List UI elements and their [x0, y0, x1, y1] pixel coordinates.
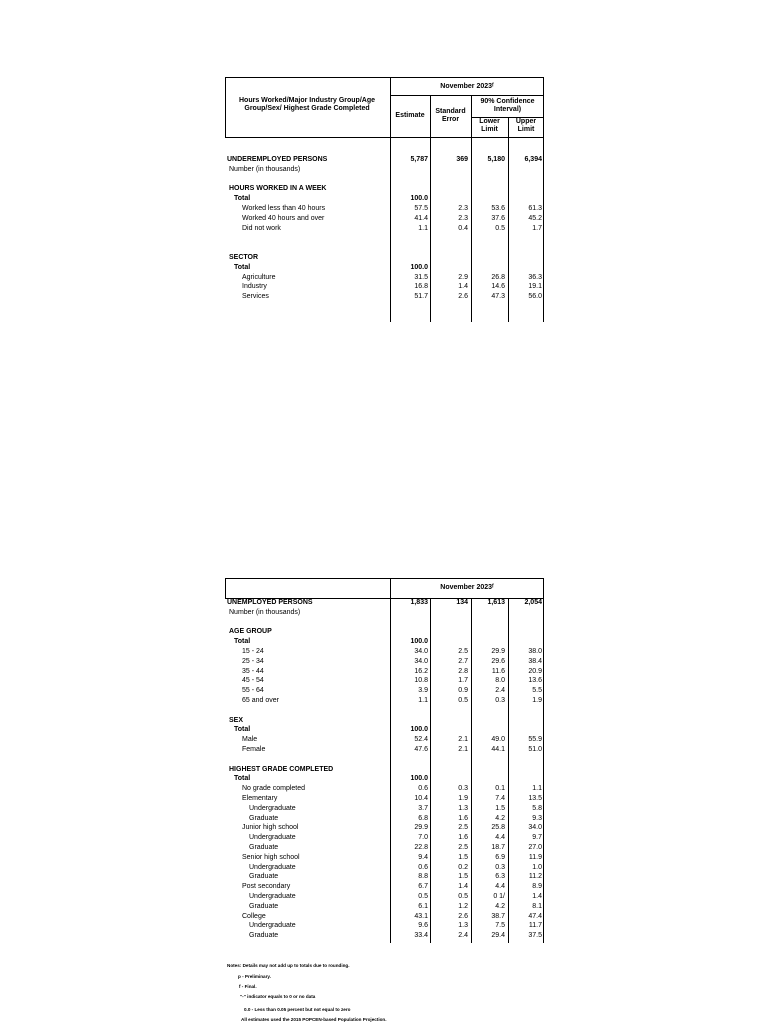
std-error-cell: 1.7 [458, 677, 468, 685]
upper-limit-cell: 38.4 [528, 657, 542, 665]
upper-limit-cell: 56.0 [528, 293, 542, 301]
lower-limit-cell: 53.6 [491, 205, 505, 212]
upper-limit-cell: 1.7 [532, 224, 542, 232]
table-row [225, 882, 544, 892]
std-error-cell: 2.3 [458, 205, 468, 212]
upper-limit-cell: 55.9 [528, 736, 542, 744]
estimate-cell: 51.7 [414, 293, 428, 301]
upper-limit-cell: 9.3 [532, 814, 542, 822]
lower-limit-cell: 6.9 [495, 853, 505, 861]
upper-limit-cell: 5.5 [532, 687, 542, 695]
std-error-cell: 1.4 [458, 283, 468, 291]
upper-limit-cell: 20.9 [528, 667, 542, 675]
upper-limit-cell: 9.7 [532, 834, 542, 842]
row-label: Male [242, 736, 258, 744]
estimate-cell: 100.0 [410, 726, 428, 734]
table-row [225, 774, 544, 784]
table-border [225, 578, 226, 598]
std-error-cell: 1.2 [458, 902, 468, 910]
unemployment-table [225, 578, 544, 943]
note-popcen: All estimates used the 2015 POPCEN-based Population Projection. [241, 1017, 387, 1022]
table-border [225, 77, 226, 137]
lower-limit-cell: 0.1 [495, 785, 505, 793]
lower-limit-cell: 0.5 [495, 224, 505, 232]
table-row [225, 872, 544, 882]
row-label: Total [234, 195, 251, 203]
row-label: 55 - 64 [242, 687, 264, 695]
table-row [225, 912, 544, 922]
table-row [225, 224, 544, 234]
row-label: Female [242, 746, 266, 753]
lower-limit-cell: 5,180 [487, 156, 505, 163]
upper-limit-cell: 19.1 [528, 283, 542, 291]
std-error-cell: 369 [456, 156, 468, 163]
std-error-cell: 2.9 [458, 273, 468, 281]
estimate-cell: 3.9 [418, 687, 428, 695]
table-row [225, 814, 544, 824]
std-error-cell: 2.7 [458, 657, 468, 665]
table-row [225, 175, 544, 185]
estimate-cell: 6.8 [418, 814, 428, 822]
estimate-cell: 22.8 [414, 844, 428, 851]
row-label: No grade completed [242, 785, 306, 793]
table-row [225, 292, 544, 302]
estimate-cell: 16.8 [414, 283, 428, 291]
lower-limit-cell: 1,613 [487, 599, 505, 606]
lower-limit-cell: 49.0 [491, 736, 505, 744]
row-label: Undergraduate [249, 922, 296, 930]
header-bottom-border [225, 137, 544, 138]
std-error-cell: 1.9 [458, 795, 468, 802]
row-label: Total [234, 638, 251, 646]
header-divider [390, 95, 544, 96]
row-label: Total [234, 726, 251, 734]
period-header: November 2023ᶠ [440, 83, 494, 90]
table-top-border [225, 578, 544, 579]
estimate-cell: 52.4 [414, 736, 428, 744]
table-row [225, 282, 544, 292]
estimate-cell: 34.0 [414, 657, 428, 665]
lower-limit-cell: 29.9 [491, 648, 505, 655]
row-label: Number (in thousands) [229, 608, 301, 616]
row-label: Undergraduate [249, 893, 296, 900]
upper-limit-cell: 11.9 [528, 853, 542, 861]
std-error-cell: 2.6 [458, 293, 468, 301]
estimate-cell: 31.5 [414, 273, 428, 281]
upper-limit-cell: 45.2 [528, 214, 542, 222]
table-row [225, 273, 544, 283]
lower-limit-cell: 7.5 [495, 922, 505, 930]
table-row [225, 194, 544, 204]
std-error-cell: 2.5 [458, 844, 468, 851]
table-row [225, 263, 544, 273]
upper-limit-cell: 38.0 [528, 648, 542, 655]
table-row [225, 214, 544, 224]
lower-limit-cell: 4.4 [495, 834, 505, 842]
lower-limit-cell: 4.2 [495, 814, 505, 822]
table-row [225, 863, 544, 873]
upper-limit-cell: 1.1 [532, 785, 542, 793]
upper-limit-cell: 34.0 [528, 824, 542, 832]
table-row [225, 155, 544, 165]
upper-limit-cell: 11.7 [528, 922, 542, 930]
row-label: UNDEREMPLOYED PERSONS [227, 156, 328, 163]
upper-limit-cell: 37.5 [528, 932, 542, 940]
note-dash: "-" indicator equals to 0 or no data [240, 994, 316, 999]
upper-limit-cell: 1.9 [532, 697, 542, 704]
lower-limit-header: Lower Limit [479, 118, 500, 133]
table-row [225, 784, 544, 794]
upper-limit-cell: 6,394 [524, 156, 542, 163]
estimate-cell: 29.9 [414, 824, 428, 832]
note-preliminary: p - Preliminary. [238, 974, 271, 979]
row-label: Undergraduate [249, 834, 296, 842]
row-label: Agriculture [242, 273, 276, 281]
table-row [225, 204, 544, 214]
row-label: SECTOR [229, 254, 259, 261]
std-error-cell: 2.5 [458, 648, 468, 655]
table-row [225, 716, 544, 726]
lower-limit-cell: 1.5 [495, 804, 505, 812]
table-row [225, 843, 544, 853]
estimate-cell: 100.0 [410, 263, 428, 271]
lower-limit-cell: 0.3 [495, 697, 505, 704]
estimate-cell: 47.6 [414, 746, 428, 753]
estimate-cell: 6.1 [418, 902, 428, 910]
row-label: HIGHEST GRADE COMPLETED [229, 765, 334, 773]
std-error-header: Standard Error [435, 108, 466, 123]
table-row [225, 233, 544, 243]
row-label: Total [234, 263, 251, 271]
table-row [225, 794, 544, 804]
lower-limit-cell: 14.6 [491, 283, 505, 291]
row-label: Post secondary [242, 883, 291, 891]
std-error-cell: 1.5 [458, 853, 468, 861]
std-error-cell: 0.4 [458, 224, 468, 232]
upper-limit-cell: 8.1 [532, 902, 542, 910]
table-row [225, 667, 544, 677]
std-error-cell: 1.3 [458, 922, 468, 930]
row-label: 35 - 44 [242, 667, 264, 675]
std-error-cell: 1.5 [458, 873, 468, 881]
table-top-border [225, 77, 544, 78]
lower-limit-cell: 8.0 [495, 677, 505, 685]
std-error-cell: 0.5 [458, 697, 468, 704]
table-row [225, 804, 544, 814]
upper-limit-cell: 2,054 [524, 599, 542, 606]
lower-limit-cell: 7.4 [495, 795, 505, 802]
row-label: Graduate [249, 844, 279, 851]
table-row [225, 165, 544, 175]
row-label: Undergraduate [249, 863, 296, 871]
std-error-cell: 1.3 [458, 804, 468, 812]
std-error-cell: 1.4 [458, 883, 468, 891]
lower-limit-cell: 26.8 [491, 273, 505, 281]
table-row [225, 823, 544, 833]
lower-limit-cell: 2.4 [495, 687, 505, 695]
table-row [225, 598, 544, 608]
row-label: 65 and over [242, 697, 279, 704]
std-error-cell: 2.1 [458, 746, 468, 753]
row-label: College [242, 912, 266, 920]
row-label: Senior high school [242, 853, 300, 861]
estimate-cell: 10.4 [414, 795, 428, 802]
row-label: Worked 40 hours and over [242, 214, 325, 222]
estimate-cell: 57.5 [414, 205, 428, 212]
row-label: Elementary [242, 795, 278, 802]
lower-limit-cell: 47.3 [491, 293, 505, 301]
std-error-cell: 2.8 [458, 667, 468, 675]
upper-limit-cell: 61.3 [528, 205, 542, 212]
estimate-cell: 8.8 [418, 873, 428, 881]
estimate-cell: 5,787 [410, 156, 428, 163]
std-error-cell: 1.6 [458, 814, 468, 822]
estimate-cell: 100.0 [410, 638, 428, 646]
row-label: 25 - 34 [242, 657, 264, 665]
estimate-cell: 16.2 [414, 667, 428, 675]
estimate-cell: 100.0 [410, 775, 428, 783]
estimate-cell: 1,833 [410, 599, 428, 606]
lower-limit-cell: 29.4 [491, 932, 505, 940]
estimate-cell: 43.1 [414, 912, 428, 920]
std-error-cell: 2.3 [458, 214, 468, 222]
estimate-cell: 100.0 [410, 195, 428, 203]
ci-header: 90% Confidence Interval) [480, 98, 535, 113]
row-label: Industry [242, 283, 267, 291]
estimate-cell: 0.6 [418, 785, 428, 793]
table-row [225, 253, 544, 263]
upper-limit-cell: 1.0 [532, 863, 542, 871]
estimate-cell: 41.4 [414, 214, 428, 222]
lower-limit-cell: 29.6 [491, 657, 505, 665]
row-label: HOURS WORKED IN A WEEK [229, 185, 327, 193]
row-label: Graduate [249, 932, 279, 940]
lower-limit-cell: 18.7 [491, 844, 505, 851]
table-row [225, 686, 544, 696]
estimate-cell: 1.1 [418, 224, 428, 232]
estimate-cell: 6.7 [418, 883, 428, 891]
std-error-cell: 0.3 [458, 785, 468, 793]
estimate-cell: 3.7 [418, 804, 428, 812]
table-row [225, 755, 544, 765]
table-row [225, 892, 544, 902]
table-row [225, 921, 544, 931]
lower-limit-cell: 0.3 [495, 863, 505, 871]
underemployment-table [225, 77, 544, 322]
estimate-cell: 0.5 [418, 893, 428, 900]
std-error-cell: 2.1 [458, 736, 468, 744]
table-row [225, 833, 544, 843]
note-small: 0.0 - Less than 0.05 percent but not equal to zero [244, 1007, 351, 1012]
estimate-cell: 0.6 [418, 863, 428, 871]
upper-limit-cell: 11.2 [528, 873, 542, 881]
lower-limit-cell: 25.8 [491, 824, 505, 832]
std-error-cell: 0.5 [458, 893, 468, 900]
upper-limit-cell: 1.4 [532, 893, 542, 900]
table-row [225, 657, 544, 667]
upper-limit-header: Upper Limit [515, 118, 537, 133]
std-error-cell: 134 [456, 599, 468, 606]
std-error-cell: 2.6 [458, 912, 468, 920]
std-error-cell: 1.6 [458, 834, 468, 842]
upper-limit-cell: 13.6 [528, 677, 542, 685]
table-row [225, 725, 544, 735]
lower-limit-cell: 0 1/ [493, 893, 505, 900]
table-row [225, 618, 544, 628]
table-row [225, 902, 544, 912]
row-label: Graduate [249, 902, 279, 910]
row-label: SEX [229, 716, 244, 724]
table-row [225, 931, 544, 941]
table-row [225, 637, 544, 647]
row-label: Number (in thousands) [229, 165, 301, 173]
note-rounding: Notes: Details may not add up to totals due to rounding. [227, 963, 350, 968]
lower-limit-cell: 4.4 [495, 883, 505, 891]
upper-limit-cell: 13.5 [528, 795, 542, 802]
upper-limit-cell: 8.9 [532, 883, 542, 891]
row-label: Junior high school [242, 824, 299, 832]
row-label: Total [234, 775, 251, 783]
upper-limit-cell: 5.8 [532, 804, 542, 812]
lower-limit-cell: 4.2 [495, 902, 505, 910]
estimate-cell: 33.4 [414, 932, 428, 940]
lower-limit-cell: 38.7 [491, 912, 505, 920]
std-error-cell: 0.9 [458, 687, 468, 695]
row-label: Services [242, 293, 269, 301]
estimate-cell: 34.0 [414, 648, 428, 655]
std-error-cell: 2.4 [458, 932, 468, 940]
estimate-cell: 1.1 [418, 697, 428, 704]
estimate-header: Estimate [395, 112, 425, 119]
row-label: 45 - 54 [242, 677, 264, 685]
row-label: UNEMPLOYED PERSONS [227, 599, 313, 606]
table-row [225, 745, 544, 755]
std-error-cell: 2.5 [458, 824, 468, 832]
row-label: Worked less than 40 hours [242, 205, 326, 212]
estimate-cell: 9.4 [418, 853, 428, 861]
table-row [225, 184, 544, 194]
row-label: 15 - 24 [242, 648, 264, 655]
estimate-cell: 9.6 [418, 922, 428, 930]
note-final: f - Final. [239, 984, 257, 989]
lower-limit-cell: 6.3 [495, 873, 505, 881]
row-label: Did not work [242, 224, 281, 232]
period-header: November 2023ᶠ [440, 584, 494, 591]
lower-limit-cell: 37.6 [491, 214, 505, 222]
stub-header: Hours Worked/Major Industry Group/Age Group/Sex/ Highest Grade Completed [239, 97, 375, 112]
upper-limit-cell: 27.0 [528, 844, 542, 851]
table-row [225, 735, 544, 745]
estimate-cell: 10.8 [414, 677, 428, 685]
upper-limit-cell: 47.4 [528, 912, 542, 920]
upper-limit-cell: 51.0 [528, 746, 542, 753]
estimate-cell: 7.0 [418, 834, 428, 842]
upper-limit-cell: 36.3 [528, 273, 542, 281]
table-row [225, 647, 544, 657]
lower-limit-cell: 44.1 [491, 746, 505, 753]
std-error-cell: 0.2 [458, 863, 468, 871]
table-row [225, 765, 544, 775]
row-label: Graduate [249, 873, 279, 881]
table-row [225, 243, 544, 253]
row-label: Undergraduate [249, 804, 296, 812]
table-row [225, 853, 544, 863]
table-row [225, 608, 544, 618]
table-row [225, 696, 544, 706]
lower-limit-cell: 11.6 [491, 667, 505, 675]
table-row [225, 676, 544, 686]
row-label: AGE GROUP [229, 628, 272, 636]
row-label: Graduate [249, 814, 279, 822]
table-row [225, 706, 544, 716]
table-row [225, 627, 544, 637]
